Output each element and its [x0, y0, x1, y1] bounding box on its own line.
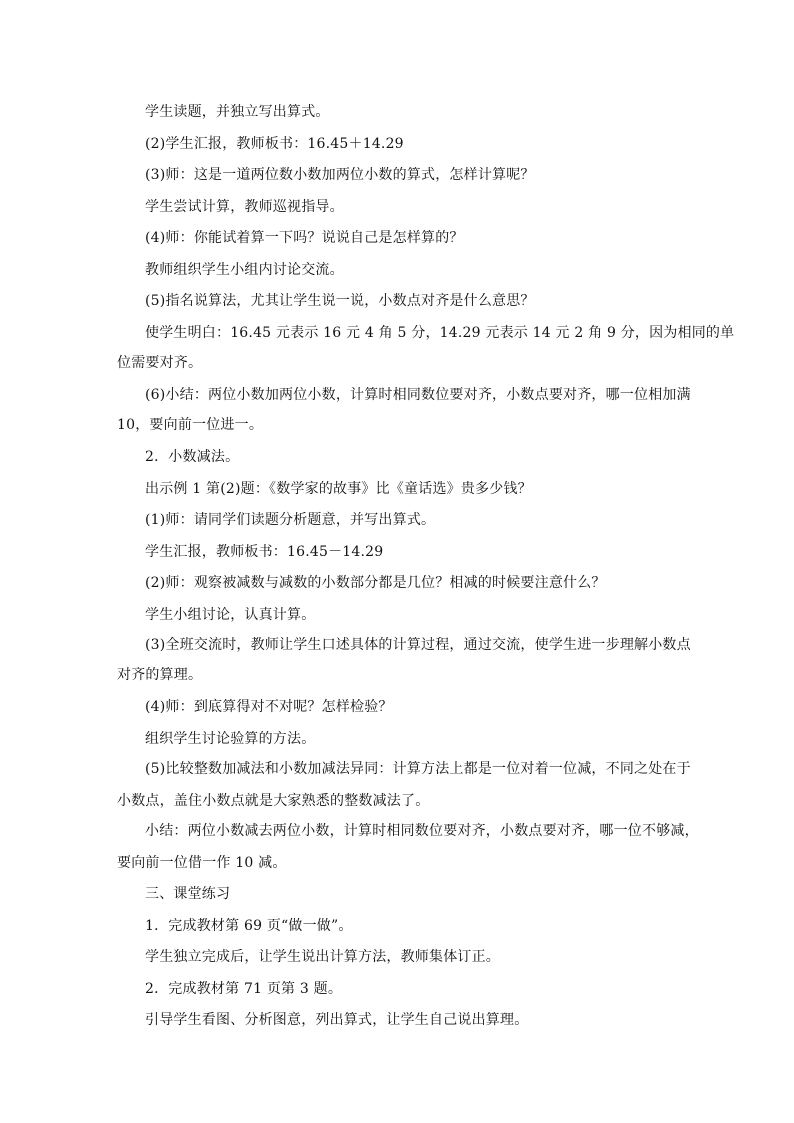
text-line: (4)师：你能试着算一下吗？说说自己是怎样算的？ [145, 230, 464, 246]
text-line: (2)师：观察被减数与减数的小数部分都是几位？相减的时候要注意什么？ [145, 575, 606, 591]
text-line: 小结：两位小数减去两位小数，计算时相同数位要对齐，小数点要对齐，哪一位不够减， [145, 823, 699, 839]
text-line: (3)全班交流时，教师让学生口述具体的计算过程，通过交流，使学生进一步理解小数点 [145, 637, 691, 653]
text-line: 要向前一位借一作 10 减。 [117, 855, 287, 871]
text-line: 出示例 1 第(2)题：《数学家的故事》比《童话选》贵多少钱？ [145, 481, 532, 497]
text-line: 教师组织学生小组内讨论交流。 [145, 262, 344, 278]
text-line: 引导学生看图、分析图意，列出算式，让学生自己说出算理。 [145, 1012, 529, 1028]
text-line: (3)师：这是一道两位数小数加两位小数的算式，怎样计算呢？ [145, 167, 535, 183]
text-line: 使学生明白：16.45 元表示 16 元 4 角 5 分，14.29 元表示 14 元 2 角 9 分，因为相同的单 [145, 325, 735, 341]
text-line: (1)师：请同学们读题分析题意，并写出算式。 [145, 512, 436, 528]
text-line: (6)小结：两位小数加两位小数，计算时相同数位要对齐，小数点要对齐，哪一位相加满 [145, 387, 691, 403]
text-line: 学生汇报，教师板书：16.45－14.29 [145, 544, 384, 560]
text-line: 10，要向前一位进一。 [117, 417, 264, 433]
text-line: 位需要对齐。 [117, 355, 203, 371]
text-line: 小数点，盖住小数点就是大家熟悉的整数减法了。 [117, 793, 430, 809]
text-line: (2)学生汇报，教师板书：16.45＋14.29 [145, 136, 404, 152]
text-line: 1．完成教材第 69 页“做一做”。 [145, 918, 353, 934]
text-line: (5)比较整数加减法和小数加减法异同：计算方法上都是一位对着一位减，不同之处在于 [145, 761, 691, 777]
text-line: (5)指名说算法，尤其让学生说一说，小数点对齐是什么意思？ [145, 293, 535, 309]
text-line: 学生独立完成后，让学生说出计算方法，教师集体订正。 [145, 949, 500, 965]
section-heading: 三、课堂练习 [145, 886, 231, 902]
text-line: 学生读题，并独立写出算式。 [145, 104, 330, 120]
section-heading: 2．小数减法。 [145, 449, 240, 465]
text-line: 学生小组讨论，认真计算。 [145, 607, 316, 623]
text-line: (4)师：到底算得对不对呢？怎样检验？ [145, 699, 393, 715]
text-line: 组织学生讨论验算的方法。 [145, 731, 316, 747]
text-line: 对齐的算理。 [117, 667, 203, 683]
text-line: 2．完成教材第 71 页第 3 题。 [145, 981, 343, 997]
text-line: 学生尝试计算，教师巡视指导。 [145, 199, 344, 215]
